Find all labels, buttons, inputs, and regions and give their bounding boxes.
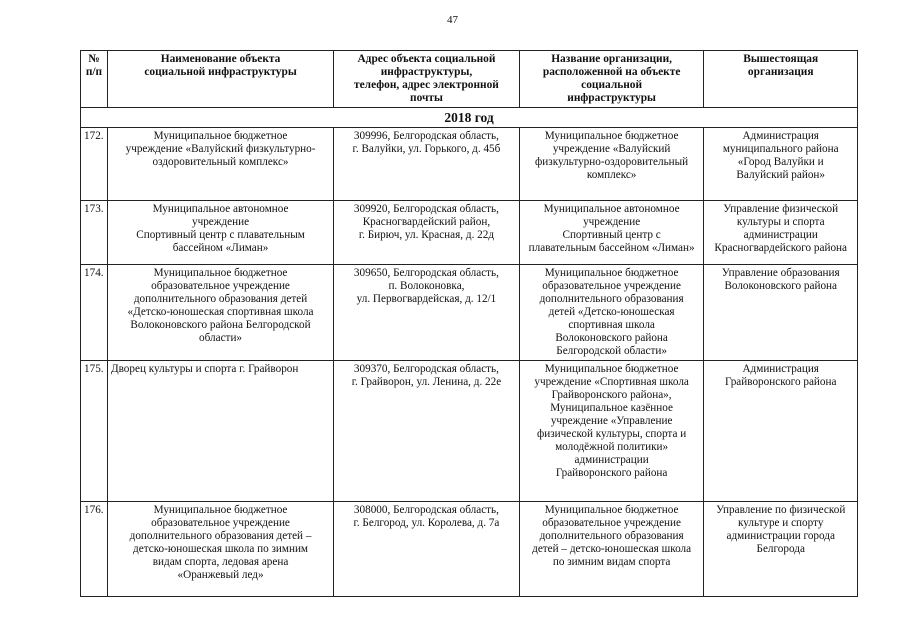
table-row (81, 361, 858, 502)
header-parent: Вышестоящая организация (704, 51, 858, 108)
object-address: 309370, Белгородская область, г. Грайворон, ул. Ленина, д. 22е (334, 361, 520, 502)
organization-name: Муниципальное бюджетное учреждение «Спортивная школа Грайворонского района», Муниципальное казённое учреждение «Управление физической культуры, спорта и молодёжной политики» администрации Грайворонского района (519, 361, 704, 502)
table-row (81, 502, 858, 597)
table-header-row (81, 51, 858, 108)
row-num: 174. (81, 265, 108, 361)
organization-name: Муниципальное бюджетное учреждение «Валуйский физкультурно-оздоровительный комплекс» (519, 128, 704, 201)
page-number: 47 (447, 14, 458, 26)
object-name: Муниципальное бюджетное учреждение «Валуйский физкультурно- оздоровительный комплекс» (107, 128, 333, 201)
year-label: 2018 год (81, 108, 858, 128)
row-num: 176. (81, 502, 108, 597)
infrastructure-table (80, 50, 858, 597)
object-address: 308000, Белгородская область, г. Белгород, ул. Королева, д. 7а (334, 502, 520, 597)
object-name: Дворец культуры и спорта г. Грайворон (107, 361, 333, 502)
header-org: Название организации, расположенной на объекте социальной инфраструктуры (519, 51, 704, 108)
object-name: Муниципальное автономное учреждение Спортивный центр с плавательным бассейном «Лиман» (107, 201, 333, 265)
object-name: Муниципальное бюджетное образовательное учреждение дополнительного образования детей «Детско-юношеская спортивная школа Волоконовского района Белгородской области» (107, 265, 333, 361)
parent-organization: Управление по физической культуре и спорту администрации города Белгорода (704, 502, 858, 597)
parent-organization: Администрация Грайворонского района (704, 361, 858, 502)
parent-organization: Управление физической культуры и спорта администрации Красногвардейского района (704, 201, 858, 265)
row-num: 173. (81, 201, 108, 265)
header-name: Наименование объекта социальной инфраструктуры (107, 51, 333, 108)
header-address: Адрес объекта социальной инфраструктуры, телефон, адрес электронной почты (334, 51, 520, 108)
parent-organization: Управление образования Волоконовского района (704, 265, 858, 361)
object-address: 309996, Белгородская область, г. Валуйки, ул. Горького, д. 45б (334, 128, 520, 201)
table-row (81, 265, 858, 361)
header-num: № п/п (81, 51, 108, 108)
object-name: Муниципальное бюджетное образовательное учреждение дополнительного образования детей – детско-юношеская школа по зимним видам спорта, ледовая арена «Оранжевый лед» (107, 502, 333, 597)
year-row (81, 108, 858, 128)
organization-name: Муниципальное бюджетное образовательное учреждение дополнительного образования детей – детско-юношеская школа по зимним видам спорта (519, 502, 704, 597)
parent-organization: Администрация муниципального района «Город Валуйки и Валуйский район» (704, 128, 858, 201)
table-row (81, 201, 858, 265)
row-num: 172. (81, 128, 108, 201)
organization-name: Муниципальное бюджетное образовательное учреждение дополнительного образования детей «Детско-юношеская спортивная школа Волоконовского района Белгородской области» (519, 265, 704, 361)
organization-name: Муниципальное автономное учреждение Спортивный центр с плавательным бассейном «Лиман» (519, 201, 704, 265)
object-address: 309650, Белгородская область, п. Волоконовка, ул. Первогвардейская, д. 12/1 (334, 265, 520, 361)
table-row (81, 128, 858, 201)
row-num: 175. (81, 361, 108, 502)
object-address: 309920, Белгородская область, Красногвардейский район, г. Бирюч, ул. Красная, д. 22д (334, 201, 520, 265)
